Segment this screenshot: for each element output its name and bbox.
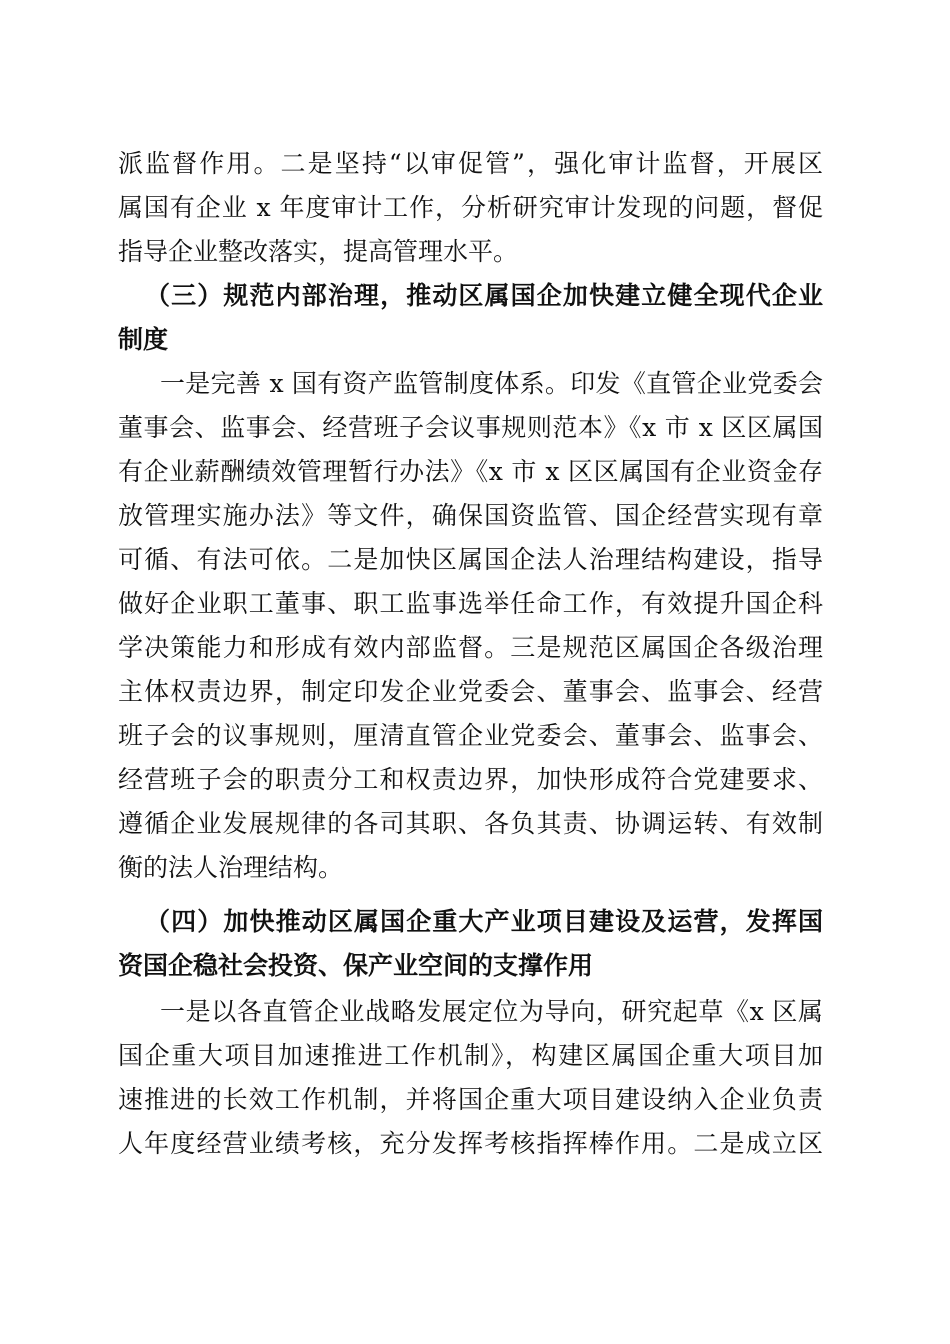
text-line: 班子会的议事规则，厘清直管企业党委会、董事会、监事会、 — [118, 721, 823, 750]
text-line: 可循、有法可依。二是加快区属国企法人治理结构建设，指导 — [118, 545, 823, 574]
text-line: 主体权责边界，制定印发企业党委会、董事会、监事会、经营 — [118, 677, 823, 706]
text-line: 属国有企业 x 年度审计工作，分析研究审计发现的问题，督促 — [118, 193, 823, 222]
section-heading-4: （四）加快推动区属国企重大产业项目建设及运营，发挥国 — [145, 907, 823, 936]
text-line: 遵循企业发展规律的各司其职、各负其责、协调运转、有效制 — [118, 809, 823, 838]
text-line: 经营班子会的职责分工和权责边界，加快形成符合党建要求、 — [118, 765, 823, 794]
text-line: 学决策能力和形成有效内部监督。三是规范区属国企各级治理 — [118, 633, 823, 662]
text-line: 一是以各直管企业战略发展定位为导向，研究起草《x 区属 — [160, 997, 823, 1026]
text-line: 一是完善 x 国有资产监管制度体系。印发《直管企业党委会 — [160, 369, 823, 398]
text-line: 速推进的长效工作机制，并将国企重大项目建设纳入企业负责 — [118, 1085, 823, 1114]
text-line: 国企重大项目加速推进工作机制》，构建区属国企重大项目加 — [118, 1041, 823, 1070]
text-line: 董事会、监事会、经营班子会议事规则范本》《x 市 x 区区属国 — [118, 413, 823, 442]
text-line: 人年度经营业绩考核，充分发挥考核指挥棒作用。二是成立区 — [118, 1129, 823, 1158]
section-heading-4-cont: 资国企稳社会投资、保产业空间的支撑作用 — [118, 951, 594, 980]
text-line: 有企业薪酬绩效管理暂行办法》《x 市 x 区区属国有企业资金存 — [118, 457, 823, 486]
text-line: 放管理实施办法》等文件，确保国资监管、国企经营实现有章 — [118, 501, 823, 530]
section-heading-3-cont: 制度 — [118, 325, 169, 354]
section-heading-3: （三）规范内部治理，推动区属国企加快建立健全现代企业 — [145, 281, 823, 310]
text-line: 派监督作用。二是坚持“以审促管”，强化审计监督，开展区 — [118, 149, 823, 178]
text-line: 衡的法人治理结构。 — [118, 853, 344, 882]
text-line: 做好企业职工董事、职工监事选举任命工作，有效提升国企科 — [118, 589, 823, 618]
text-line: 指导企业整改落实，提高管理水平。 — [118, 237, 519, 266]
